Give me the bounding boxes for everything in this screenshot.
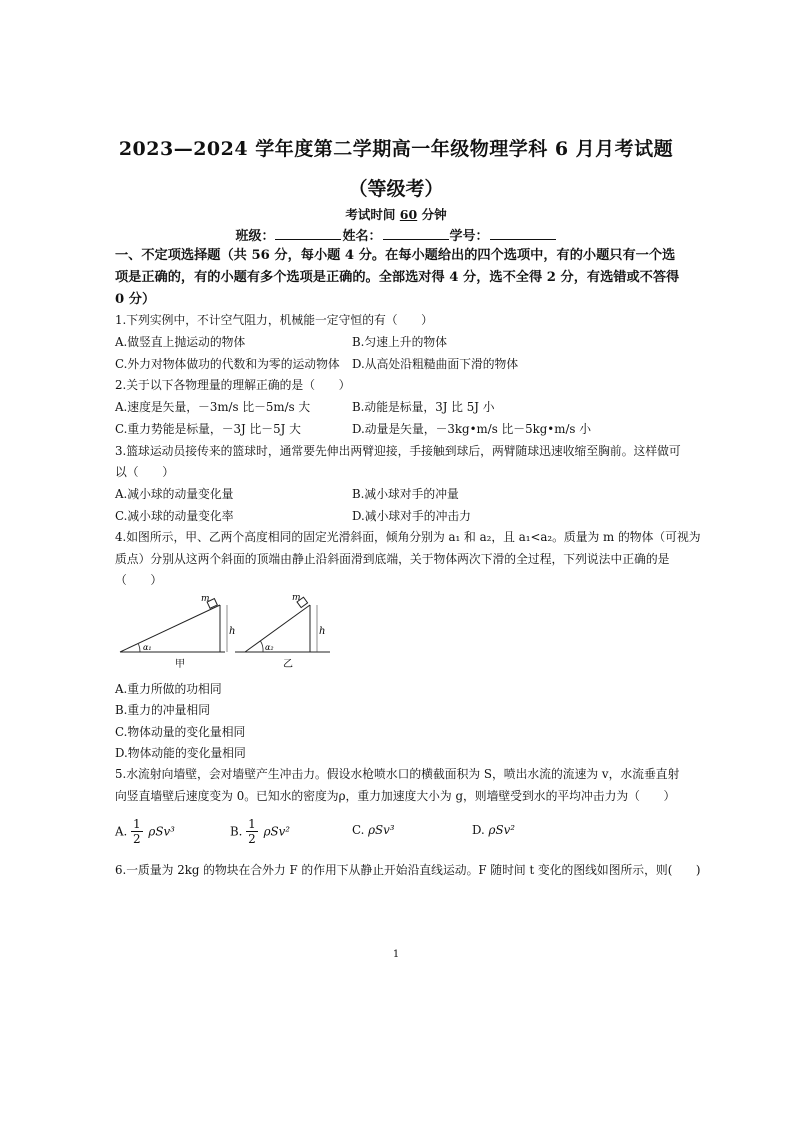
q2-option-d: D.动量是矢量，－3kg•m/s 比－5kg•m/s 小 <box>352 422 592 436</box>
page-subtitle: （等级考） <box>348 178 444 200</box>
q5-a-expression: ρSv³ <box>148 824 175 839</box>
name-blank[interactable] <box>383 227 449 240</box>
time-value: 60 <box>399 207 418 222</box>
q2-stem: 2.关于以下各物理量的理解正确的是（ ） <box>115 378 351 392</box>
q5-option-a <box>115 817 175 846</box>
q3-stem-line2: 以（ ） <box>115 465 174 479</box>
section-heading: 一、不定项选择题（共 56 分，每小题 4 分。在每小题给出的四个选项中，有的小题只有一个选项是正确的，有的小题有多个选项是正确的。全部选对得 4 分，选不全得 2 分，有选错或不答得 0 分） <box>115 248 680 307</box>
q5-d-label: D. <box>472 823 485 837</box>
q1-option-c: C.外力对物体做功的代数和为零的运动物体 <box>115 357 340 371</box>
q5-c-expression: ρSv³ <box>368 823 395 837</box>
class-label: 班级： <box>235 229 275 244</box>
q1-option-d: D.从高处沿粗糙曲面下滑的物体 <box>352 357 519 371</box>
q2-option-c: C.重力势能是标量，－3J 比－5J 大 <box>115 422 301 436</box>
q4-option-c: C.物体动量的变化量相同 <box>115 725 246 739</box>
q5-stem-line2: 向竖直墙壁后速度变为 0。已知水的密度为ρ，重力加速度大小为 g，则墙壁受到水的平均冲击力为（ ） <box>115 789 676 803</box>
q5-option-d <box>472 823 515 837</box>
height-label-yi: h <box>319 626 326 637</box>
incline-jia <box>120 594 235 670</box>
incline-yi <box>235 593 330 670</box>
q5-a-fraction: $\frac{1}{2}$ <box>133 817 141 846</box>
exam-time <box>0 205 792 223</box>
q3-option-b: B.减小球对手的冲量 <box>352 487 459 501</box>
figure-label-yi: 乙 <box>283 659 293 670</box>
q5-b-expression: ρSv² <box>263 824 290 839</box>
q3-option-c: C.减小球的动量变化率 <box>115 509 234 523</box>
q6-stem: 6.一质量为 2kg 的物块在合外力 F 的作用下从静止开始沿直线运动。F 随时间 t 变化的图线如图所示，则( ) <box>115 863 701 877</box>
id-label: 学号： <box>449 229 489 244</box>
q4-stem-line1: 4.如图所示，甲、乙两个高度相同的固定光滑斜面，倾角分别为 a₁ 和 a₂，且 a₁<a₂。质量为 m 的物体（可视为 <box>115 530 701 544</box>
q3-option-a: A.减小球的动量变化量 <box>115 487 234 501</box>
page-title: 2023—2024 学年度第二学期高一年级物理学科 6 月月考试题 <box>118 138 674 160</box>
angle-label-jia: α₁ <box>143 643 152 652</box>
q3-option-d: D.减小球对手的冲击力 <box>352 509 471 523</box>
q3-stem-line1: 3.篮球运动员接传来的篮球时，通常要先伸出两臂迎接，手接触到球后，两臂随球迅速收缩至胸前。这样做可 <box>115 444 681 458</box>
class-blank[interactable] <box>275 227 341 240</box>
q4-stem-line3: （ ） <box>115 573 163 587</box>
page-number: 1 <box>392 949 400 960</box>
q5-option-b <box>230 817 290 846</box>
q1-stem: 1.下列实例中，不计空气阻力，机械能一定守恒的有（ ） <box>115 313 433 327</box>
mass-label-yi: m <box>292 593 301 603</box>
q2-option-b: B.动能是标量，3J 比 5J 小 <box>352 400 495 414</box>
angle-label-yi: α₂ <box>265 643 274 652</box>
q5-c-label: C. <box>352 823 365 837</box>
q4-option-b: B.重力的冲量相同 <box>115 703 210 717</box>
time-prefix: 考试时间 <box>345 207 396 222</box>
name-label: 姓名： <box>342 229 382 244</box>
id-blank[interactable] <box>490 227 556 240</box>
incline-figure <box>115 590 365 670</box>
q5-option-c <box>352 823 395 837</box>
q5-stem-line1: 5.水流射向墙壁，会对墙壁产生冲击力。假设水枪喷水口的横截面积为 S，喷出水流的流速为 v，水流垂直射 <box>115 767 680 781</box>
q4-option-d: D.物体动能的变化量相同 <box>115 746 246 760</box>
height-label-jia: h <box>229 626 236 637</box>
q5-b-label: B. <box>230 824 243 839</box>
q5-d-expression: ρSv² <box>488 823 515 837</box>
time-suffix: 分钟 <box>421 207 447 222</box>
mass-label-jia: m <box>201 594 210 604</box>
q1-option-a: A.做竖直上抛运动的物体 <box>115 335 246 349</box>
q2-option-a: A.速度是矢量，－3m/s 比－5m/s 大 <box>115 400 311 414</box>
q5-b-fraction: $\frac{1}{2}$ <box>248 817 256 846</box>
q1-option-b: B.匀速上升的物体 <box>352 335 447 349</box>
figure-label-jia: 甲 <box>175 659 185 670</box>
student-info-fields <box>0 225 792 244</box>
q5-a-label: A. <box>115 824 128 839</box>
q4-stem-line2: 质点）分别从这两个斜面的顶端由静止沿斜面滑到底端，关于物体两次下滑的全过程，下列说法中正确的是 <box>115 552 670 566</box>
q4-option-a: A.重力所做的功相同 <box>115 682 222 696</box>
